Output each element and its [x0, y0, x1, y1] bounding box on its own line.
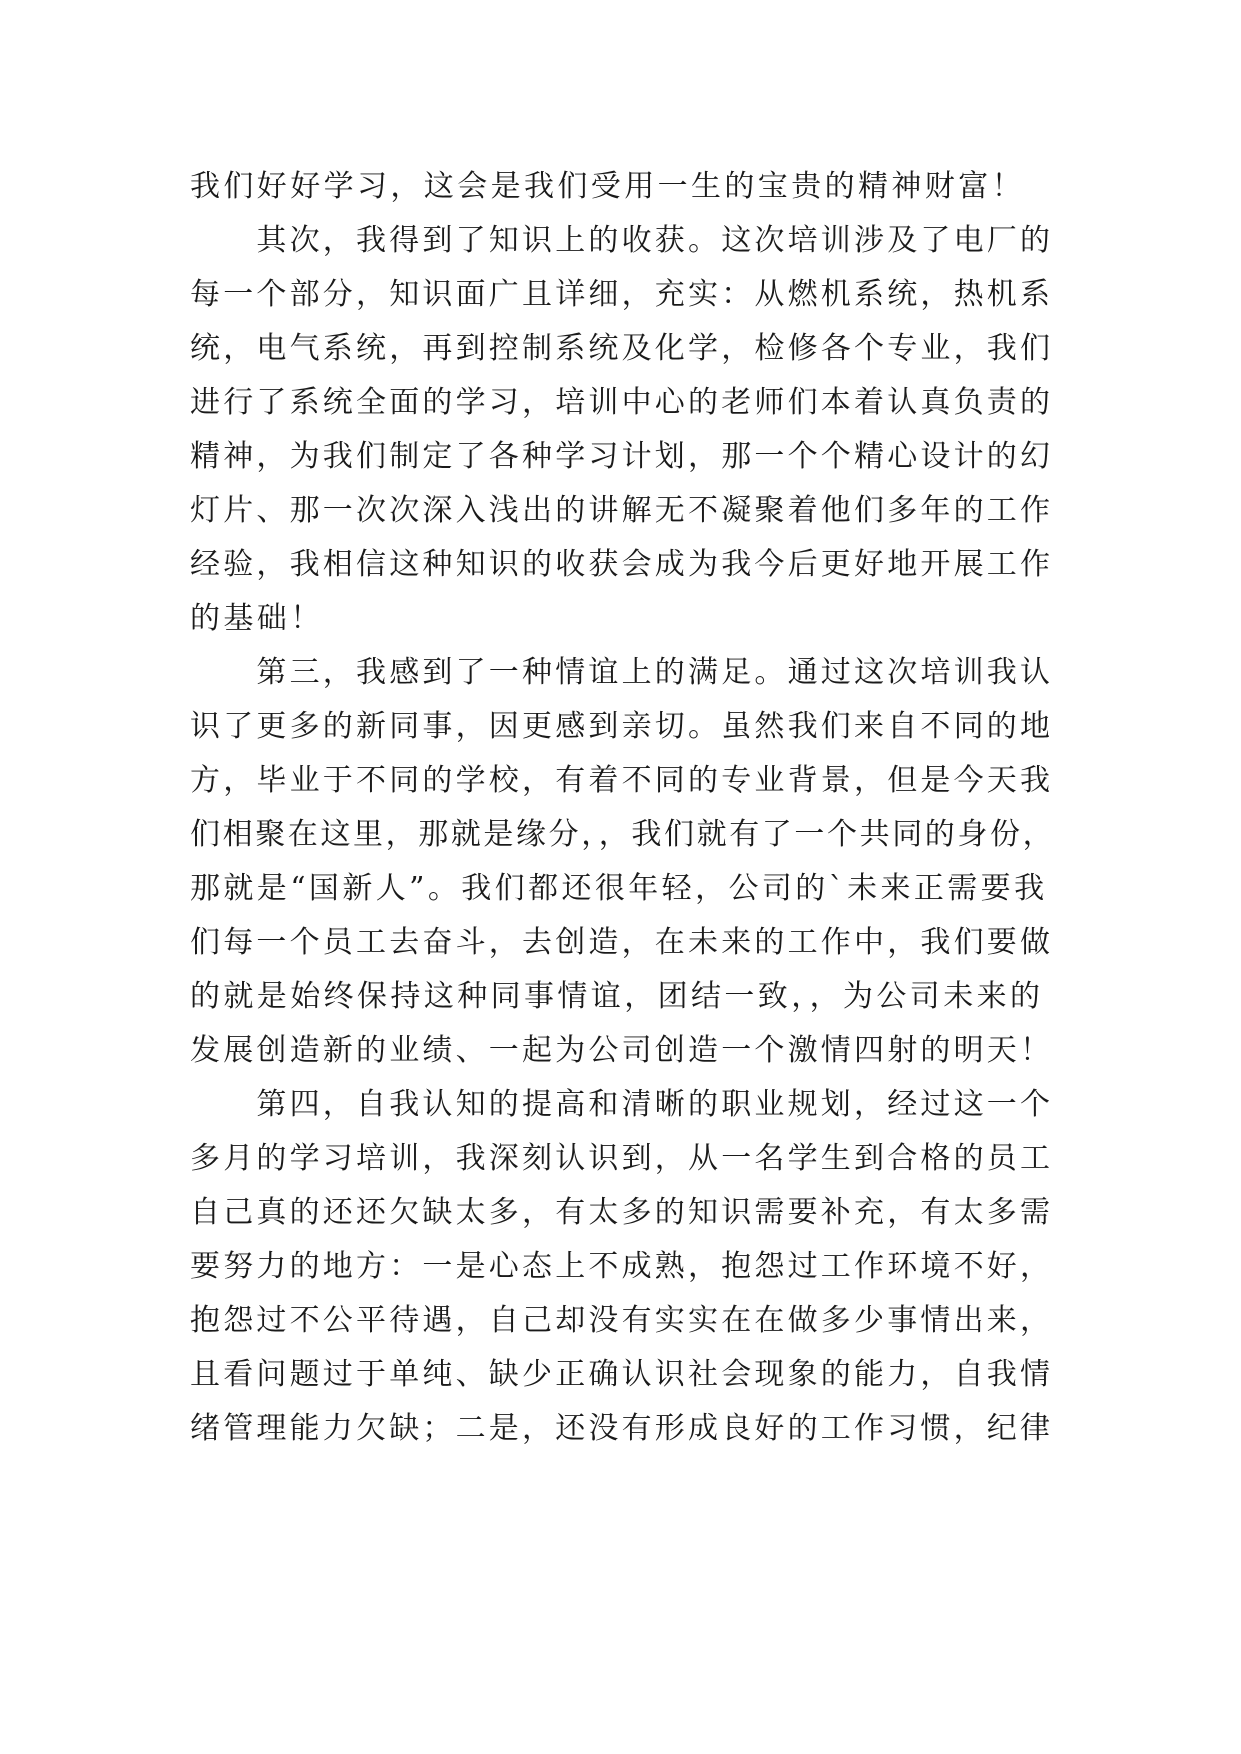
text-line: 识了更多的新同事，因更感到亲切。虽然我们来自不同的地	[190, 709, 1054, 744]
text-line: 方，毕业于不同的学校，有着不同的专业背景，但是今天我	[190, 763, 1054, 798]
text-line: 第三，我感到了一种情谊上的满足。通过这次培训我认	[190, 655, 1054, 690]
text-line: 多月的学习培训，我深刻认识到，从一名学生到合格的员工	[190, 1141, 1054, 1176]
text-line: 我们好好学习，这会是我们受用一生的宝贵的精神财富！	[190, 169, 1025, 204]
text-line: 们每一个员工去奋斗，去创造，在未来的工作中，我们要做	[190, 925, 1054, 960]
text-line: 且看问题过于单纯、缺少正确认识社会现象的能力，自我情	[190, 1357, 1054, 1392]
text-line: 精神，为我们制定了各种学习计划，那一个个精心设计的幻	[190, 439, 1054, 474]
text-line: 经验，我相信这种知识的收获会成为我今后更好地开展工作	[190, 547, 1054, 582]
text-line: 发展创造新的业绩、一起为公司创造一个激情四射的明天！	[190, 1033, 1054, 1068]
text-line: 要努力的地方：一是心态上不成熟，抱怨过工作环境不好，	[190, 1249, 1054, 1284]
text-line: 那就是“国新人”。我们都还很年轻，公司的`未来正需要我	[190, 871, 1048, 906]
text-line: 统，电气系统，再到控制系统及化学，检修各个专业，我们	[190, 331, 1054, 366]
text-line: 抱怨过不公平待遇，自己却没有实实在在做多少事情出来，	[190, 1303, 1054, 1338]
text-line: 灯片、那一次次深入浅出的讲解无不凝聚着他们多年的工作	[190, 493, 1054, 528]
text-line: 的就是始终保持这种同事情谊，团结一致，，为公司未来的	[190, 979, 1044, 1014]
body-text	[190, 160, 1055, 1456]
text-line: 们相聚在这里，那就是缘分，，我们就有了一个共同的身份，	[190, 817, 1056, 852]
text-line: 每一个部分，知识面广且详细，充实：从燃机系统，热机系	[190, 277, 1054, 312]
text-line: 自己真的还还欠缺太多，有太多的知识需要补充，有太多需	[190, 1195, 1054, 1230]
text-line: 绪管理能力欠缺；二是，还没有形成良好的工作习惯，纪律	[190, 1411, 1054, 1446]
text-line: 其次，我得到了知识上的收获。这次培训涉及了电厂的	[190, 223, 1054, 258]
text-line: 第四，自我认知的提高和清晰的职业规划，经过这一个	[190, 1087, 1054, 1122]
text-line: 进行了系统全面的学习，培训中心的老师们本着认真负责的	[190, 385, 1054, 420]
text-line: 的基础！	[190, 601, 324, 636]
